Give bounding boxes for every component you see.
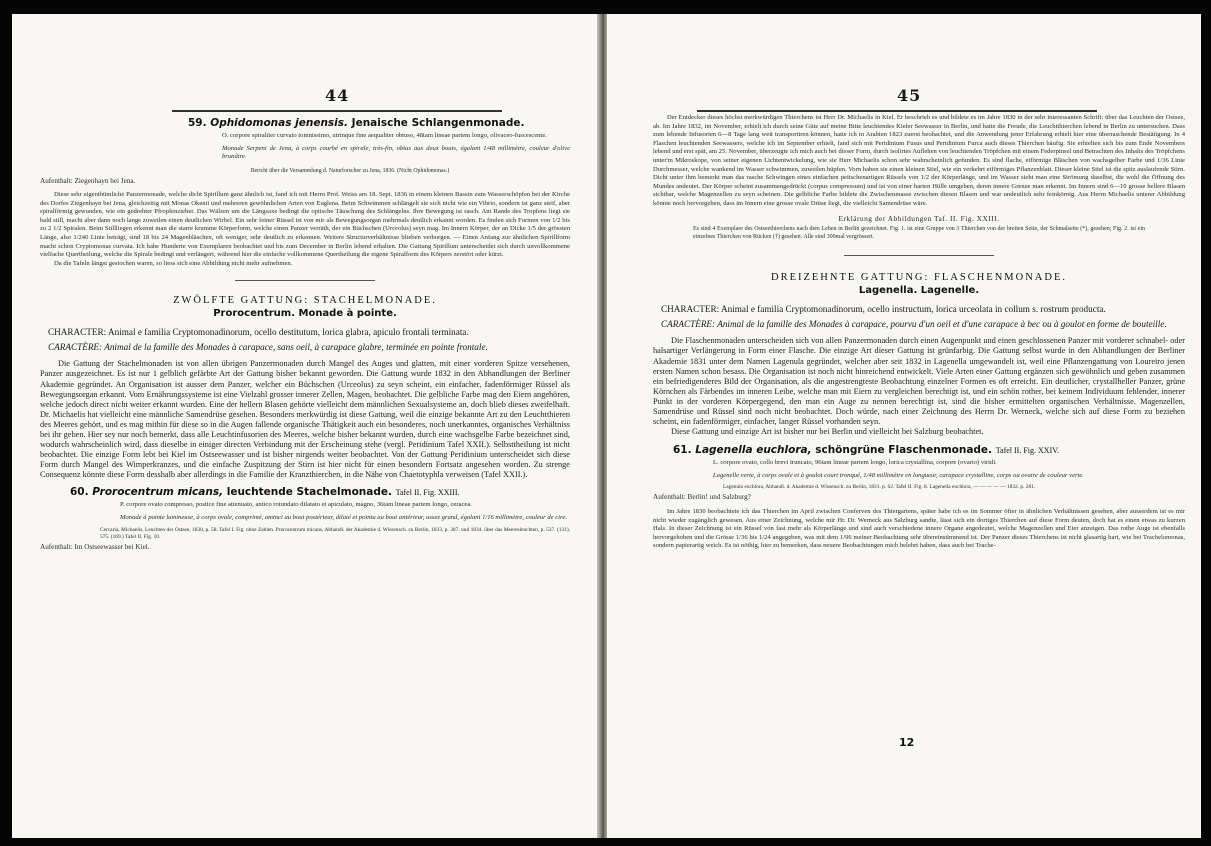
- species-german-name: Jenaische Schlangenmonade.: [351, 117, 525, 129]
- species-61-body: Im Jahre 1830 beobachtete ich das Thierchen im April zwischen Conferven des Thiergartens, später habe ich es im Sommer öfter in ähnlichen Verhältnissen gesehen, aber ausserdem ist es mir nicht wieder zugänglich gewesen. Aus einer Zeichnung, welche mir Hr. Dr. Werneck aus Salzburg sandte, lässt sich ein dortiges Thierchen auf diese Form deuten, doch hat es einen etwas zu kurzen Hals. In dieser Zeichnung ist ein Rüssel von fast mehr als Körperlänge und sind auch verschiedene innere Organe angedeutet, welche Magenzellen und Eier anzeigen. Das rothe Auge ist ebenfalls hervorgehoben und die Grösse 1/36 bis 1/24 angegeben, was mit dem 1/96 meiner Beobachtung sehr übereinstimmend ist. Der Panzer dieses Thierchens ist nicht glasartig hart, wie bei Trachelomonas, sondern papierartig weich. Es ist nöthig, hier zu bemerken, dass neuere Beobachtungen mich belehrt haben, dass auch bei Trache-: [653, 508, 1185, 550]
- species-habitat: Aufenthalt: Berlin! und Salzburg?: [653, 493, 751, 502]
- header-rule-left: [172, 110, 502, 112]
- figure-explanation: Es sind 4 Exemplare des Ostseethierchens nach dem Leben in Berlin gezeichnet. Fig. 1. ist eine Gruppe von 3 Thierchen von der breiten Seite, der Schmalseite (*), gesehen; Fig. 2. ist ein einzelnes Thierchen von Rücken (†) gesehen. Alle sind 300mal vergrössert.: [693, 226, 1145, 240]
- species-number: 60.: [70, 486, 89, 499]
- species-habitat: Aufenthalt: Im Ostseewasser bei Kiel.: [40, 542, 150, 551]
- species-59-heading: [188, 117, 570, 129]
- genus-13-closing: Diese Gattung und einzige Art ist bisher nur bei Berlin und vielleicht bei Salzburg beobachtet.: [671, 427, 984, 437]
- genus-12-character: CHARACTER: Animal e familia Cryptomonadinorum, ocello destitutum, lorica glabra, apiculo frontali terminata.: [48, 327, 469, 338]
- species-reference: Bericht über die Versammlung d. Naturforscher zu Jena, 1836. (Nicht Ophidomonas.): [250, 167, 450, 174]
- species-latin-description: P. corpore ovato compresso, postice fine attenuato, antico rotundato dilatato et apiculato, magno, 36tam lineae partem longo, ceracea.: [120, 501, 472, 509]
- species-french-description: Monade à pointe lumineuse, à corps ovale, comprimé, aminci au bout postérieur, dilaté et pointu au bout antérieur, assez grand, égalant 1/16 millimètre, couleur de cire.: [120, 514, 567, 522]
- section-divider: [844, 255, 994, 256]
- species-name: Prorocentrum micans,: [92, 486, 224, 499]
- genus-12-heading: ZWÖLFTE GATTUNG: STACHELMONADE.: [173, 295, 437, 307]
- right-page: [607, 14, 1201, 838]
- genus-12-body: Die Gattung der Stachelmonaden ist von allen übrigen Panzermonaden durch Mangel des Auges und glatten, mit einer vorderen Spitze versehenen, Panzer ausgezeichnet. Es ist nur 1 gelblich gefärbte Art der Gattung bisher bekannt geworden. Die Gattung wurde 1832 in den Abhandlungen der Berliner Akademie gegründet. An Organisation ist ausser dem Panzer, welcher ein Büchschen (Urceolus) zu seyn scheint, ein einfacher, fadenförmiger Rüssel als Bewegungsorgan erkannt. Vom Ernährungssysteme ist eine Vielzahl grosser innerer Zellen, Magen, beobachtet. Die gelbliche Farbe mag den Eiern angehören, welche jedoch direct nicht weiter erkannt wurden. Eine der hellern Blasen gehörte vielleicht dem männlichen Sexualsysteme an, doch blieb dieses zweifelhaft. Dr. Michaelis hat vielleicht eine männliche Samendrüse gesehen. Besonders merkwürdig ist diese Gattung, weil die einzige bekannte Art zu den Leuchtthieren des Meeres gehört, und es mag mithin für diese so in die Augen fallende organische Thätigkeit auch ein besonderes, noch unerkanntes, organisches Verhältniss bei ihr geben. Hier sey nur noch bemerkt, dass alle Leuchtinfusorien des Meeres, welche bisher bekannt wurden, durch eine wachsgelbe Farbe bezeichnet sind, wodurch wahrscheinlich wird, dass dieselbe in einiger directen Verbindung mit der Erscheinung stehe (vergl. Peridinium Tafel XXII.). Selbsttheilung ist nicht beobachtet. Die einzige Form lebt bei Kiel im Ostseewasser und ist bisher nirgends weiter beobachtet. Von der Gattung Peridinium unterscheidet sich diese Form durch Mangel des Wimperkranzes, und die einfache Zuspitzung der Stirn ist hier nicht für einen besondern Fortsatz angesehen worden. Zu strenge Consequenz könnte diese Form desshalb aber allerdings in die Familie der Kranzthierchen, in die Nähe von Chaetotyphla verweisen (Tafel XXII.).: [40, 359, 570, 480]
- scan-border-top: [0, 0, 1211, 14]
- species-references: Lagenula euchlora, Abhandl. d. Akademie d. Wissensch. zu Berlin, 1831. p. 62. Tafel II. Fig. 8. Lagenella euchlora, — — — — — 1832. p. 281.: [723, 484, 1036, 491]
- species-german-name: leuchtende Stachelmonade.: [226, 486, 392, 499]
- left-page: [12, 14, 599, 838]
- species-59-body: Diese sehr eigenthümliche Panzermonade, welche dicht Spirillum ganz ähnlich ist, fand ich mit Herrn Prof. Weiss am 18. Sept. 1836 in einem kleinen Bassin zum Wasserschöpfen bei der Kirche des Dorfes Ziegenhayn bei Jena, gleichzeitig mit Monas Okenii und mehreren gewöhnlichen Arten von Euglena. Beim Schwimmen schlängelt sie sich nicht wie ein Vibrio, sondern ist ganz steif, aber spiralförmig gewunden, wie ein gedrehter Pfropfenzieher. Das Wälzen um die Längsaxe bedingt die optische Täuschung des Schlängelns. Ihre Bewegung ist rasch. Am Rande des Tropfens liegt sie bald still, macht aber dann noch lange zuweilen einen deutlichen Wirbel. Ein sehr feiner Rüssel ist von mir als Bewegungsorgan mehrmals deutlich erkannt worden. Es finden sich Formen von 1/2 bis zu 2 1/2 Spiralen. Beim Stillliegen erkennt man die starre krumme Körperform, welche einen Panzer verräth, der ein Büchschen (Urceolus) seyn mag. Im Innern Körper, der an Dicke 1/5 der grössten Länge, also 1/240 Linie beträgt, sind 18 bis 24 Magenbläschen, oft weniger, sehr deutlich zu erkennen. Weitere Structurverhältnisse blieben verborgen. — Einen Anfang zur ähnlichen Spirillform macht schon Cryptomonas curvata. Ich habe Hunderte von Exemplaren beobachtet und bis zum December in Berlin lebend erhalten. Die Gattung Spirillum unterscheidet sich durch unvollkommene vielfache Quertheilung, welche die Spirale bedingt und verlängert, während hier die einfache vollkommene Quertheilung die eigene Spiralform des Körpers zerstört oder kürzt.: [40, 190, 570, 259]
- species-latin-description: L. corpore ovato, collo brevi truncato, 96tam lineae partem longo, lorica crystallina, corpore (ovario) viridi.: [713, 459, 997, 467]
- scan-border-right: [1201, 0, 1211, 846]
- genus-13-heading: DREIZEHNTE GATTUNG: FLASCHENMONADE.: [770, 272, 1068, 284]
- left-content: [40, 117, 570, 551]
- species-french-description: Lagenelle verte, à corps ovale et à goulot court tronqué, 1/48 millimètre en longueur, carapace crystalline, corps ou ovaire de couleur verte.: [713, 471, 1084, 479]
- species-60-heading: [70, 486, 570, 498]
- species-latin-description: O. corpore spiraliter curvato tomnissimo, utrinque fine aequaliter obtuso, 48tam lineae partem longo, olivaceo-fuscescente.: [222, 132, 547, 139]
- page-number-left: 44: [325, 86, 350, 105]
- species-habitat: Aufenthalt: Ziegenhayn bei Jena.: [40, 177, 136, 186]
- species-number: 61.: [673, 444, 692, 457]
- genus-12-caractere: CARACTÈRE: Animal de la famille des Monades à carapace, sans oeil, à carapace glabre, terminée en pointe frontale.: [48, 342, 488, 353]
- genus-13-character: CHARACTER: Animal e familia Cryptomonadinorum, ocello instructum, lorica urceolata in collum s. rostrum producta.: [661, 304, 1106, 315]
- scan-border-bottom: [0, 838, 1211, 846]
- section-divider: [235, 280, 375, 281]
- scan-border-left: [0, 0, 12, 846]
- species-references: Cercaria, Michaelis, Leuchten der Ostsee, 1830, p. 58. Tafel I. Fig. ohne Zahlen. Prorocentrum micans, Abhandl. der Akademie d. Wissensch. zu Berlin, 1833, p. 307. und 1834. über das Meeresleuchten, p. 537. (131), 575. (169.) Tafel II. Fig. 10.: [100, 526, 570, 540]
- plate-reference: Tafel II. Fig. XXIII.: [395, 488, 460, 498]
- species-german-name: schöngrüne Flaschenmonade.: [815, 444, 993, 457]
- species-number: 59.: [188, 117, 207, 129]
- genus-13-caractere: CARACTÈRE: Animal de la famille des Monades à carapace, pourvu d'un oeil et d'une carapace à bec ou à goulot en forme de bouteille.: [661, 319, 1167, 330]
- figure-explanation-title: Erklärung der Abbildungen Taf. II. Fig. XXIII.: [838, 213, 1000, 223]
- prorocentrum-discussion: Der Entdecker dieses höchst merkwürdigen Thierchens ist Herr Dr. Michaelis in Kiel. Er beschrieb es und bildete es im Jahre 1830 in der sehr interessanten Schrift: über das Leuchten der Ostsee, ab. Im Jahre 1832, im November, erhielt ich durch seine Güte auf meine Bitte leuchtendes Kieler Seewasser in Berlin, und hatte die Freude, die Leuchtthierchen lebend in Berlin zu untersuchen. Dass zum lebende Infusorien 6—8 Tage lang weit transportiren können, hatte ich in Arabien 1823 zuerst beobachtet, und die Anwendung jener Erfahrung erhielt hier eine überraschende Bestätigung. In 4 Flaschen leuchtenden Seewassers, welche ich im September erhielt, fand sich mit Peridinium Fusus und Peridinium Furca auch dieses Thierchen häufig. Sie erhielten sich bis zum Ende Novembers lebend und erst spät, am 25. November, überzeugte ich mich auch bei dieser Form, durch isolirtes Auflehen von leuchtenden Tröpfchen mit einem Federpinsel und Betrachten des Inhalts des Tröpfchens unter'm Mikroskope, von seiner eigenen Lichtentwickelung, wie sie Herr Michaelis schon sehr wahrscheinlich gefunden. Es sind flache, eiförmige Bläschen von wachsgelber Farbe und 1/36 Linie Durchmesser, welche wankend im Wasser schwimmen, zuweilen hüpfen. Vorn haben sie einen kleinen Stiel, wie ein verkehrt eiförmiges Pflanzenblatt. Dieser kleine Stiel ist die spitz auslaufende Stirn. Dicht unter ihm bemerkt man das rasche Schwingen eines einfachen peitschenartigen Rüssels von 1/2 der Körperlänge, und im Wasser sieht man eine Strömung daselbst, die wohl die Öffnung des Mundes andeutet. Der Körper scheint zusammengedrückt (corpus compressum) und ist von einer harten Hülle umgeben, deren innere Grenze man erkennt. Im Innern sind 6—10 grosse hellere Blasen sichtbar, welche Magenzellen zu seyn scheinen. Die gelbliche Farbe bildete die Zwischenmasse zwischen diesen Blasen und war undeutlich sehr feinkörnig. Aus Herrn Michaelis unterer Abbildung könnte noch hervorgehen, dass im Innern eine grosse ovale Drüse liegt, die vielleicht Samendrüse wäre.: [653, 114, 1185, 207]
- species-name: Ophidomonas jenensis.: [210, 117, 349, 129]
- plate-reference: Tafel II. Fig. XXIV.: [995, 446, 1059, 456]
- species-french-description: Monade Serpent de Jena, à corps courbé en spirale, très-fin, obtus aux deux bouts, égalant 1/48 millimètre, couleur d'olive brunâtre.: [222, 144, 570, 161]
- species-59-closing: Da die Tafeln längst gestochen waren, so liess sich eine Abbildung nicht mehr aufnehmen.: [54, 259, 293, 267]
- page-number-right: 45: [897, 86, 922, 105]
- genus-13-subheading: Lagenella. Lagenelle.: [858, 285, 980, 297]
- right-content: [653, 114, 1185, 551]
- species-61-heading: [673, 444, 1185, 456]
- genus-13-body: Die Flaschenmonaden unterscheiden sich von allen Panzermonaden durch einen Augenpunkt und einen geschlossenen Panzer mit vorderer schnabel- oder halsartiger Verlängerung in Form einer Flasche. Die einzige Art dieser Gattung ist grünfarbig. Die Gattung selbst wurde in den Abhandlungen der Berliner Akademie 1831 unter dem Namen Lagenula gegründet, welcher aber seit 1832 in Lagenella umgewandelt ist, weil eine Pflanzengattung von Loureiro jenen ersten Namen schon besass. Die Organisation ist noch nicht hinreichend entwickelt. Viele Arten einer Gattung ergänzen sich gewöhnlich und geben zusammen ein befriedigenderes Bild der Organisation, als die angestrengteste Beobachtung einzelner Formen es oft erreicht. Ein deutlicher, crystallheller Panzer, grüne Körnchen als Färbendes im inneren Leibe, welche man mit Eiern zu vergleichen berechtigt ist, und ein schön rother, bei keinem Individuum fehlender, innerer Punkt in der vorderen Körpergegend, den man ein Auge zu nennen berechtigt ist, sind die bisher ermittelten organischen Verhältnisse. Magenzellen, Samendrüse und Rüssel sind noch nicht beobachtet. Doch würde, nach einer Zeichnung des Herrn Dr. Werneck, welche sich auf diese Form zu beziehen scheint, ein fadenförmiger, einfacher, langer Rüssel vorhanden seyn.: [653, 336, 1185, 427]
- species-name: Lagenella euchlora,: [695, 444, 812, 457]
- header-rule-right: [697, 110, 1097, 112]
- signature-mark: 12: [899, 736, 915, 749]
- genus-12-subheading: Prorocentrum. Monade à pointe.: [213, 308, 397, 320]
